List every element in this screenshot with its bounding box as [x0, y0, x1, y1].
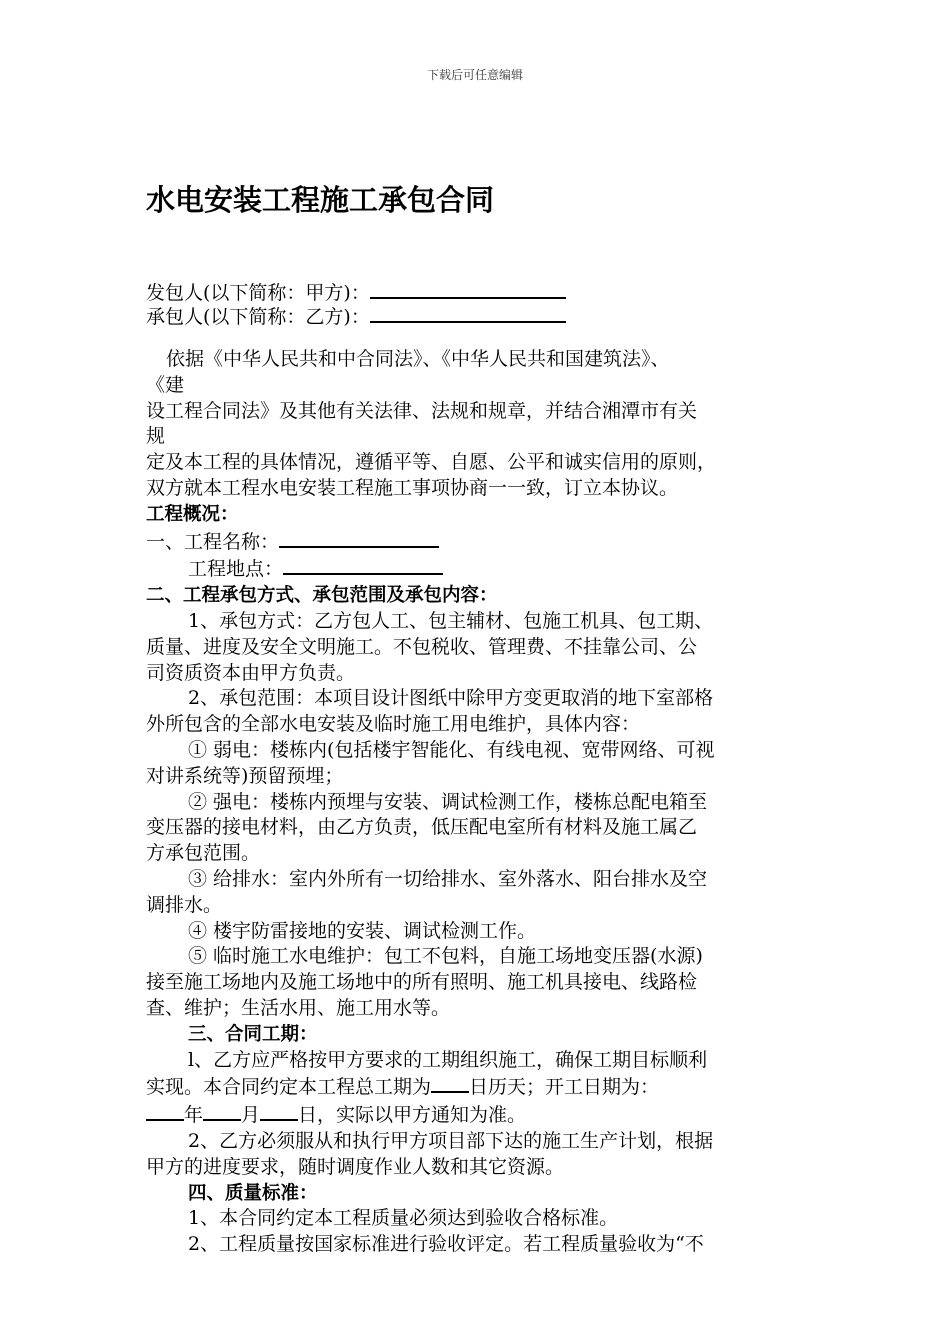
month-blank[interactable]: [203, 1101, 241, 1121]
list-item-line: 调排水。: [146, 893, 223, 916]
start-date-line: [146, 1101, 806, 1129]
header-note: 下载后可任意编辑: [426, 68, 523, 82]
year-blank[interactable]: [146, 1101, 184, 1121]
preamble-line: 《建: [146, 373, 185, 396]
preamble-line: 定及本工程的具体情况，遵循平等、自愿、公平和诚实信用的原则，: [146, 451, 717, 474]
list-item-line: 变压器的接电材料，由乙方负责，低压配电室所有材料及施工属乙: [146, 816, 698, 839]
list-item-line: ④ 楼宇防雷接地的安装、调试检测工作。: [188, 919, 537, 942]
duration-blank[interactable]: [431, 1073, 469, 1093]
overview-heading: 工程概况：: [146, 503, 239, 525]
project-location-blank[interactable]: [283, 555, 443, 575]
party-b-blank[interactable]: [370, 303, 566, 323]
list-item-line: ① 弱电：楼栋内(包括楼宇智能化、有线电视、宽带网络、可视: [188, 738, 715, 761]
list-item-line: ② 强电：楼栋内预埋与安装、调试检测工作，楼栋总配电箱至: [188, 790, 708, 813]
preamble-line: 设工程合同法》及其他有关法律、法规和规章，并结合湘潭市有关: [146, 399, 698, 422]
contract-body: [146, 347, 806, 1258]
party-b-label: 承包人(以下简称：乙方)：: [146, 306, 370, 328]
preamble-line: 双方就本工程水电安装工程施工事项协商一一致，订立本协议。: [146, 476, 679, 499]
project-name-blank[interactable]: [279, 528, 439, 548]
list-item-line: 方承包范围。: [146, 842, 261, 865]
project-location-label: 工程地点：: [188, 558, 284, 581]
party-a-line: [146, 278, 566, 305]
day-label: 日，实际以甲方通知为准。: [298, 1104, 527, 1127]
paragraph-line: 1、本合同约定本工程质量必须达到验收合格标准。: [188, 1207, 619, 1230]
list-item-line: 查、维护；生活水用、施工用水等。: [146, 996, 451, 1019]
paragraph-line: l、乙方应严格按甲方要求的工期组织施工，确保工期目标顺利: [188, 1048, 708, 1071]
preamble-line: 规: [146, 425, 166, 448]
party-b-line: [146, 302, 566, 329]
paragraph-line: 质量、进度及安全文明施工。不包税收、管理费、不挂靠公司、公: [146, 635, 698, 658]
year-label: 年: [184, 1104, 204, 1127]
project-name-line: [146, 528, 806, 556]
paragraph-line: 司资质资本由甲方负责。: [146, 661, 356, 684]
paragraph-line: 2、乙方必须服从和执行甲方项目部下达的施工生产计划，根据: [188, 1129, 714, 1152]
section2-heading: 二、工程承包方式、承包范围及承包内容：: [146, 585, 498, 607]
paragraph-line: 2、承包范围：本项目设计图纸中除甲方变更取消的地下室部格: [188, 687, 714, 710]
preamble-line: 依据《中华人民共和中合同法》、《中华人民共和国建筑法》、: [166, 348, 670, 370]
project-name-label: 一、工程名称：: [146, 530, 280, 553]
paragraph-line: 外所包含的全部水电安装及临时施工用电维护，具体内容：: [146, 713, 641, 736]
party-a-blank[interactable]: [370, 279, 566, 299]
project-location-line: [146, 555, 806, 583]
paragraph-line: 1、承包方式：乙方包人工、包主辅材、包施工机具、包工期、: [188, 609, 714, 632]
schedule-line: [146, 1073, 806, 1101]
list-item-line: 对讲系统等)预留预埋；: [146, 764, 344, 787]
duration-text: 实现。本合同约定本工程总工期为: [146, 1076, 432, 1099]
start-date-text: 日历天；开工日期为：: [469, 1076, 660, 1099]
list-item-line: ③ 给排水：室内外所有一切给排水、室外落水、阳台排水及空: [188, 867, 708, 890]
day-blank[interactable]: [260, 1101, 298, 1121]
list-item-line: 接至施工场地内及施工场地中的所有照明、施工机具接电、线路检: [146, 971, 698, 994]
party-a-label: 发包人(以下简称：甲方)：: [146, 282, 370, 304]
month-label: 月: [241, 1104, 261, 1127]
section3-heading: 三、合同工期：: [188, 1023, 318, 1045]
section4-heading: 四、质量标准：: [188, 1182, 318, 1204]
document-title: 水电安装工程施工承包合同: [146, 183, 495, 217]
list-item-line: ⑤ 临时施工水电维护：包工不包料，自施工场地变压器(水源): [188, 945, 703, 968]
paragraph-line: 甲方的进度要求，随时调度作业人数和其它资源。: [146, 1155, 565, 1178]
paragraph-line: 2、工程质量按国家标准进行验收评定。若工程质量验收为“不: [188, 1233, 704, 1256]
